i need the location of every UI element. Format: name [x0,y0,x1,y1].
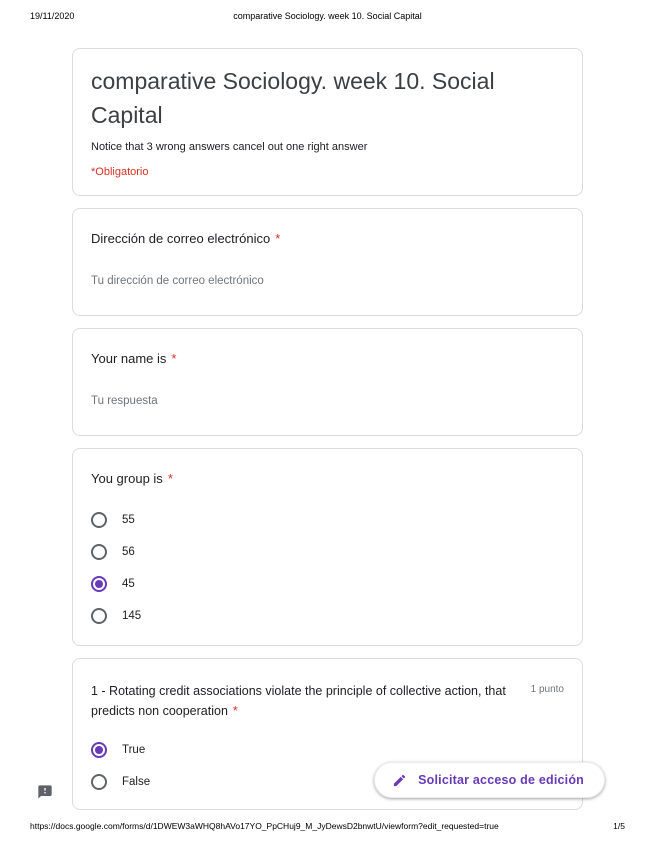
radio-option-55[interactable] [91,504,564,536]
form-title: comparative Sociology. week 10. Social Capital [91,68,495,128]
report-abuse-icon[interactable] [37,784,53,800]
name-label-text: Your name is [91,351,167,366]
radio-icon[interactable] [91,742,107,758]
email-input[interactable]: Tu dirección de correo electrónico [91,275,264,287]
group-options [91,504,564,632]
required-asterisk: * [275,231,281,246]
question-1-label [91,681,529,721]
radio-icon[interactable] [91,512,107,528]
radio-option-label: False [122,776,151,788]
print-header [0,11,655,23]
form-title-card [72,48,583,196]
request-edit-access-label: Solicitar acceso de edición [418,773,584,787]
group-question-card [72,448,583,646]
email-question-card [72,208,583,316]
footer-url: https://docs.google.com/forms/d/1DWEW3aWHQ8hAVo17YO_PpCHuj9_M_JyDewsD2bnwtU/viewform?edit_requested=true [30,821,499,831]
name-question-label [91,351,564,367]
pencil-icon [392,773,407,788]
email-question-label [91,231,564,247]
radio-option-45[interactable] [91,568,564,600]
radio-option-label: 56 [122,546,135,558]
print-doc-title: comparative Sociology. week 10. Social Capital [233,11,422,21]
required-asterisk: * [171,351,177,366]
required-asterisk: * [232,704,238,718]
form-description: Notice that 3 wrong answers cancel out one right answer [91,141,368,153]
question-1-points: 1 punto [530,684,564,695]
radio-option-56[interactable] [91,536,564,568]
request-edit-access-button[interactable] [374,762,605,798]
print-footer [0,821,655,833]
radio-icon[interactable] [91,544,107,560]
radio-option-label: 55 [122,514,135,526]
group-question-label [91,471,564,487]
name-input[interactable]: Tu respuesta [91,395,158,407]
radio-icon[interactable] [91,774,107,790]
radio-option-145[interactable] [91,600,564,632]
group-label-text: You group is [91,471,163,486]
form-column [72,48,583,822]
email-label-text: Dirección de correo electrónico [91,231,271,246]
question-1-header [91,681,564,721]
question-1-text: 1 - Rotating credit associations violate the principle of collective action, that predicts non cooperation [91,684,506,718]
radio-option-label: True [122,744,146,756]
required-asterisk: * [167,471,173,486]
radio-icon[interactable] [91,576,107,592]
radio-icon[interactable] [91,608,107,624]
radio-option-label: 45 [122,578,135,590]
footer-page-indicator: 1/5 [613,821,625,831]
print-date: 19/11/2020 [30,11,75,21]
required-note: *Obligatorio [91,166,149,178]
name-question-card [72,328,583,436]
radio-option-label: 145 [122,610,142,622]
